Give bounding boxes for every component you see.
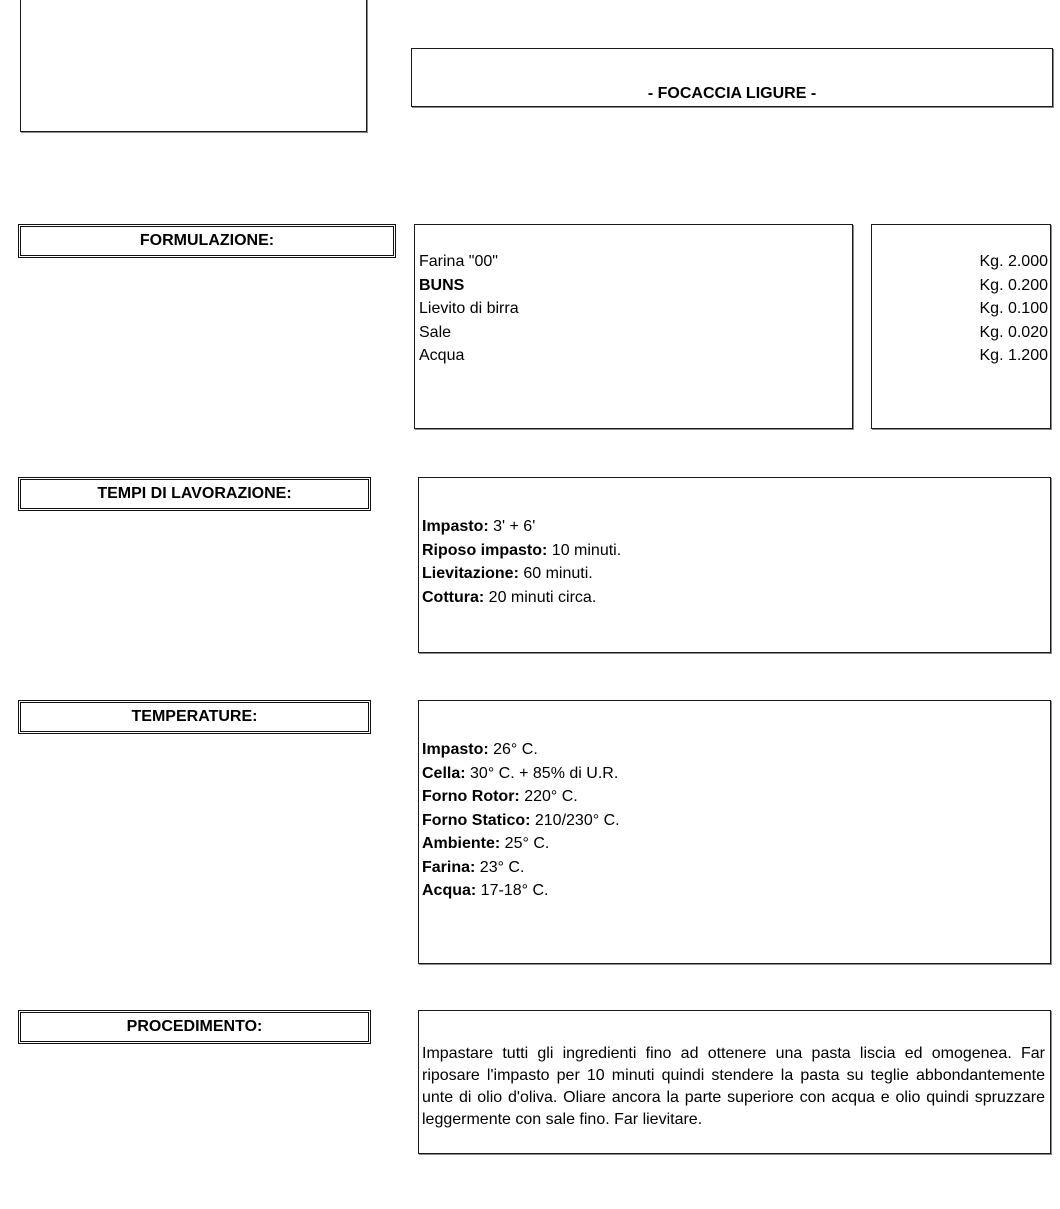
ingredient-quantity: Kg. 1.200 [979, 347, 1048, 364]
temperature-list [422, 738, 1050, 903]
row-key: Acqua: [422, 882, 477, 899]
row-value: 17-18° C. [476, 882, 549, 899]
ingredient-quantity: Kg. 0.020 [979, 323, 1048, 341]
row-value: 23° C. [475, 858, 525, 876]
row-key: Riposo impasto: [422, 541, 548, 559]
ingredient-name: Sale [419, 323, 452, 341]
row-key: Lievitazione: [422, 565, 519, 582]
section-label-text: TEMPI DI LAVORAZIONE: [97, 485, 292, 502]
row-value: 60 minuti. [518, 565, 593, 582]
procedimento-box [418, 1010, 1051, 1154]
row-key: Forno Statico: [422, 811, 531, 829]
title-box [411, 48, 1053, 107]
row-key: Farina: [422, 858, 476, 876]
ingredient-name: BUNS [419, 276, 465, 294]
temperature-row [422, 879, 1050, 903]
procedimento-text: Impastare tutti gli ingredienti fino ad ottenere una pasta liscia ed omogenea. Far riposare l'impasto per 10 minuti quindi stendere la pasta su teglie abbondantemente unte di olio d'oliva. Oliare ancora la parte superiore con acqua e olio quindi spruzzare leggermente con sale fino. Far lievitare. [422, 1045, 1045, 1128]
ingredient-quantity: Kg. 2.000 [979, 253, 1048, 270]
row-value: 25° C. [500, 835, 550, 852]
section-label-text: FORMULAZIONE: [139, 232, 275, 249]
row-value: 20 minuti circa. [484, 588, 597, 606]
temperature-row [422, 856, 1050, 880]
ingredients-box [414, 224, 853, 429]
temperature-row [422, 785, 1050, 809]
section-label-formulazione [18, 224, 396, 258]
logo-box [20, 0, 367, 132]
section-label-tempi [18, 477, 371, 511]
ingredient-name: Lievito di birra [419, 300, 519, 317]
row-key: Ambiente: [422, 835, 501, 852]
section-label-temperature [18, 700, 371, 734]
temperature-row [422, 762, 1050, 786]
row-key: Cella: [422, 764, 466, 782]
ingredient-quantity: Kg. 0.200 [979, 276, 1048, 294]
ingredient-name: Farina "00" [419, 253, 498, 270]
tempi-row [422, 515, 1050, 539]
row-key: Impasto: [422, 741, 489, 758]
tempi-list [422, 515, 1050, 609]
row-value: 210/230° C. [530, 811, 620, 829]
row-value: 30° C. + 85% di U.R. [465, 764, 619, 782]
section-label-text: TEMPERATURE: [131, 708, 258, 725]
tempi-box [418, 477, 1051, 653]
temperature-row [422, 832, 1050, 856]
row-key: Cottura: [422, 588, 485, 606]
row-value: 3' + 6' [488, 518, 536, 535]
ingredient-name: Acqua [419, 347, 465, 364]
ingredient-list [419, 250, 852, 368]
row-value: 26° C. [488, 741, 538, 758]
tempi-row [422, 562, 1050, 586]
quantity-list [872, 250, 1048, 368]
row-value: 220° C. [519, 788, 578, 805]
quantities-box [871, 224, 1051, 429]
temperature-row [422, 738, 1050, 762]
section-label-procedimento [18, 1010, 371, 1044]
temperature-row [422, 809, 1050, 833]
row-value: 10 minuti. [547, 541, 622, 559]
row-key: Forno Rotor: [422, 788, 520, 805]
row-key: Impasto: [422, 518, 489, 535]
section-label-text: PROCEDIMENTO: [126, 1018, 263, 1035]
recipe-title: - FOCACCIA LIGURE - [647, 85, 817, 102]
temperature-box [418, 700, 1051, 964]
tempi-row [422, 539, 1050, 563]
ingredient-quantity: Kg. 0.100 [979, 300, 1048, 317]
tempi-row [422, 586, 1050, 610]
